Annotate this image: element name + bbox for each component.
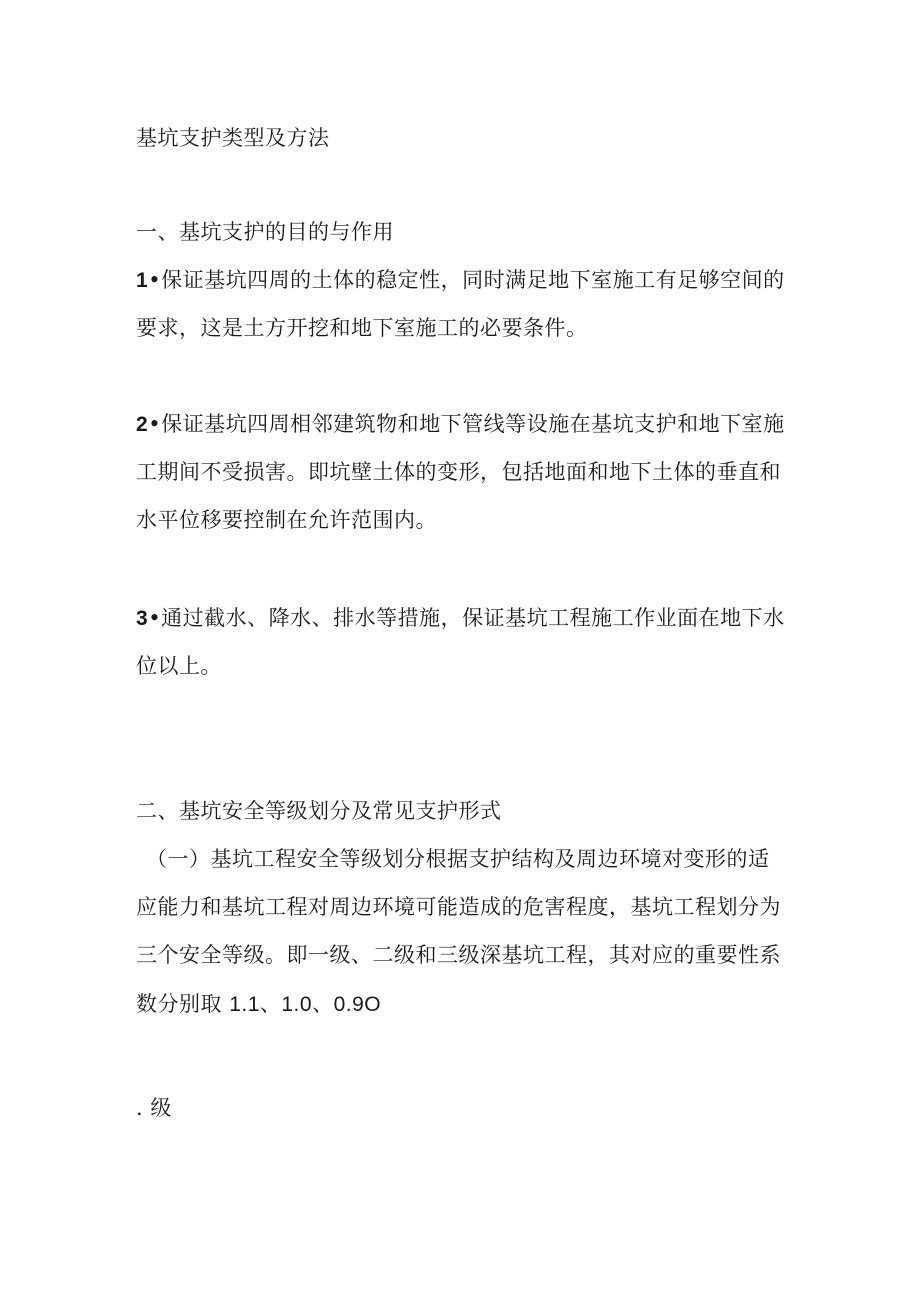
item1-line2: 要求，这是土方开挖和地下室施工的必要条件。 xyxy=(136,316,588,340)
section2-para-line1: （一）基坑工程安全等级划分根据支护结构及周边环境对变形的适 xyxy=(146,847,770,871)
item3-text-line1: 通过截水、降水、排水等措施，保证基坑工程施工作业面在地下水 xyxy=(161,606,785,630)
coefficient-values: 1.1、1.0、0.9O xyxy=(229,993,382,1016)
item2-line1 xyxy=(136,410,785,439)
item1-line1 xyxy=(136,266,785,295)
item3-bullet: • xyxy=(148,606,162,630)
section2-para-line2: 应能力和基坑工程对周边环境可能造成的危害程度，基坑工程划分为 xyxy=(136,895,781,919)
grade-fragment: . 级 xyxy=(136,1096,172,1120)
document-title: 基坑支护类型及方法 xyxy=(136,126,330,150)
item1-text-line1: 保证基坑四周的土体的稳定性，同时满足地下室施工有足够空间的 xyxy=(161,268,785,292)
section2-para-line3: 三个安全等级。即一级、二级和三级深基坑工程，其对应的重要性系 xyxy=(136,943,781,967)
item3-number: 3 xyxy=(136,607,149,630)
item2-text-line1: 保证基坑四周相邻建筑物和地下管线等设施在基坑支护和地下室施 xyxy=(161,412,785,436)
item1-number: 1 xyxy=(136,269,149,292)
section2-para-line4 xyxy=(136,990,381,1019)
item2-line3: 水平位移要控制在允许范围内。 xyxy=(136,508,437,532)
item3-line2: 位以上。 xyxy=(136,654,222,678)
section2-para-line4-text: 数分别取 xyxy=(136,992,230,1016)
section2-heading: 二、基坑安全等级划分及常见支护形式 xyxy=(136,799,502,823)
section1-heading: 一、基坑支护的目的与作用 xyxy=(136,220,394,244)
item3-line1 xyxy=(136,604,785,633)
item2-number: 2 xyxy=(136,413,149,436)
item2-bullet: • xyxy=(148,412,162,436)
item1-bullet: • xyxy=(148,268,162,292)
item2-line2: 工期间不受损害。即坑壁土体的变形，包括地面和地下土体的垂直和 xyxy=(136,460,781,484)
